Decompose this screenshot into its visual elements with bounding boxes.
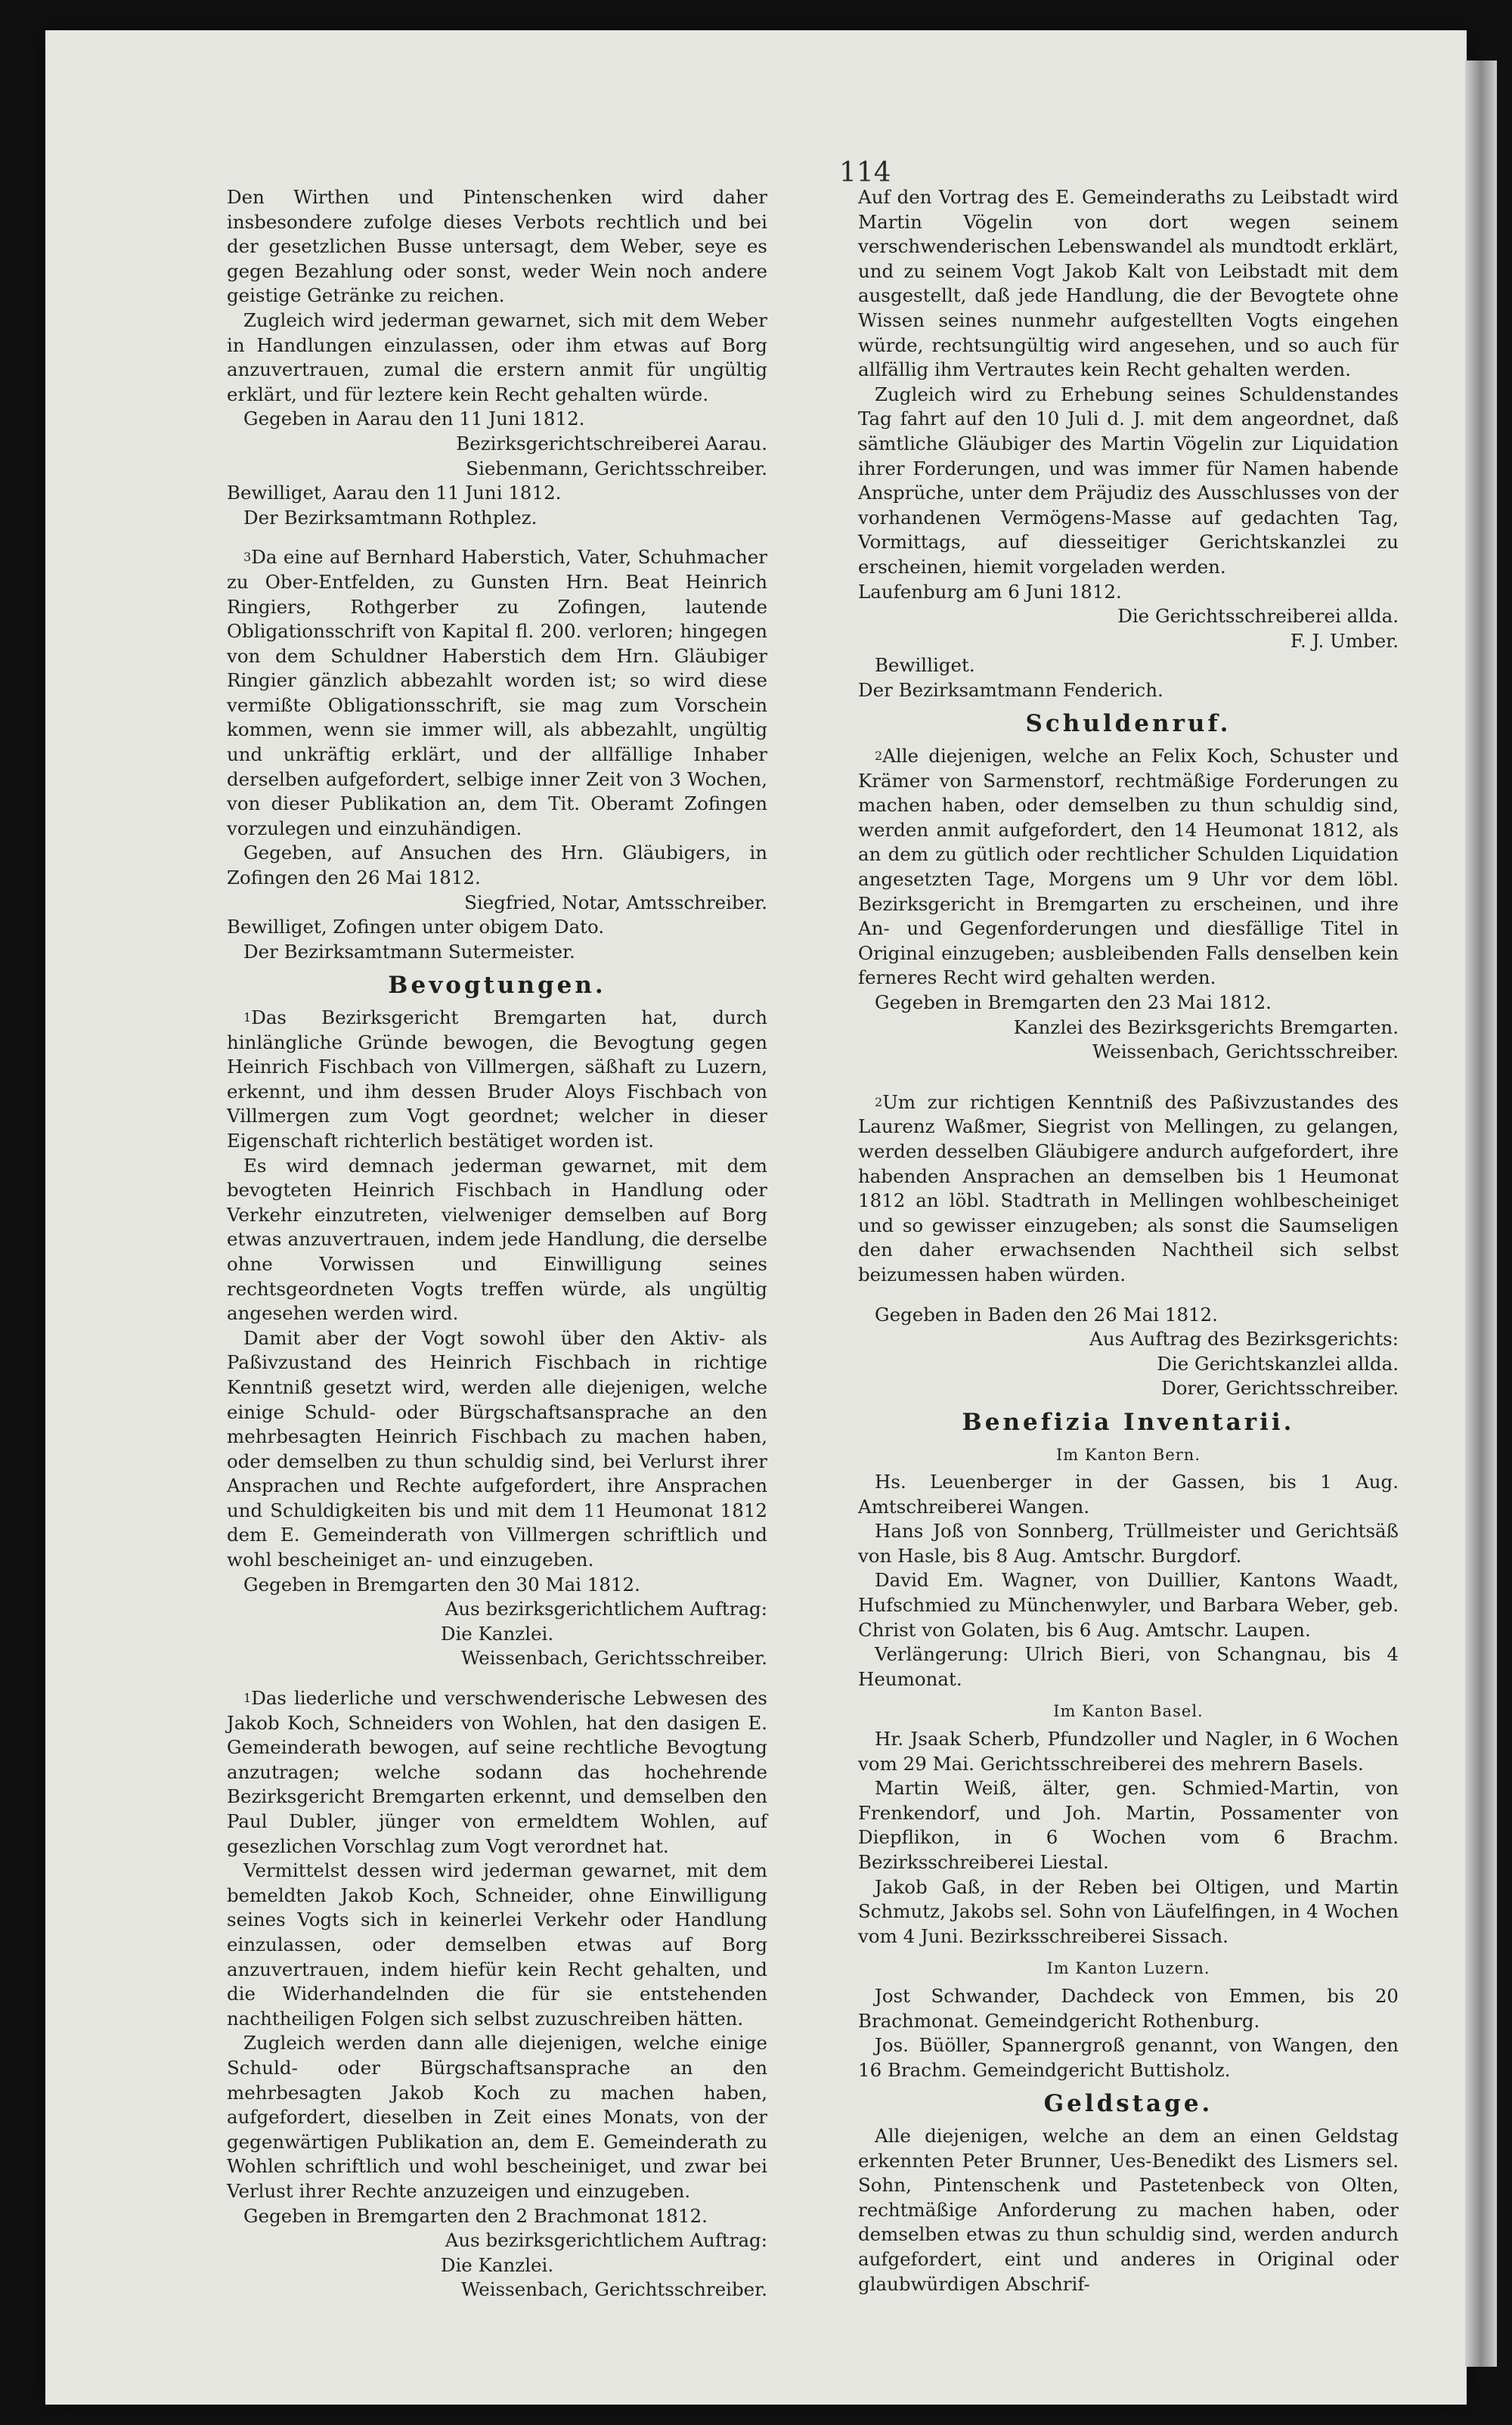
signature-line: Weissenbach, Gerichtsschreiber.	[1092, 1040, 1399, 1063]
notice-text: Da eine auf Bernhard Haberstich, Vater, Schuhmacher zu Ober-Entfelden, zu Gunsten Hrn. Beat Heinrich Ringiers, Rothgerber zu Zofingen, lautende Obligationsschrift von Kapital fl. 200. verloren; hingegen von dem Schuldner Haberstich dem Hrn. Gläubiger Ringier gänzlich abbezahlt worden ist; so wird diese vermißte Obligationsschrift, sie mag zum Vorschein kommen, wenn sie immer will, als abbezahlt, ungültig und unkräftig erklärt, und der allfällige Inhaber derselben aufgefordert, selbige inner Zeit von 3 Wochen, von dieser Publikation an, dem Tit. Oberamt Zofingen vorzulegen und einzuhändigen.	[227, 546, 767, 839]
list-item: Martin Weiß, älter, gen. Schmied-Martin, von Frenkendorf, und Joh. Martin, Possamenter von Diepflikon, in 6 Wochen vom 6 Brachm. Bezirksschreiberei Liestal.	[858, 1777, 1399, 1873]
paragraph: Alle diejenigen, welche an dem an einen Geldstag erkennten Peter Brunner, Ues-Benedikt des Lismers sel. Sohn, Pintenschenk und Pastetenbeck von Olten, rechtmäßige Anforderung zu machen haben, oder demselben etwas zu thun schuldig sind, werden andurch aufgefordert, eint und anderes in Original oder glaubwürdigen Abschrif-	[858, 2124, 1399, 2295]
notice-text: Alle diejenigen, welche an Felix Koch, Schuster und Krämer von Sarmenstorf, rechtmäßige Forderungen zu machen haben, oder demselben zu thun schuldig sind, werden anmit aufgefordert, den 14 Heumonat 1812, als an dem zu gütlich oder rechtlicher Schulden Liquidation angesetzten Tage, Morgens um 9 Uhr vor dem löbl. Bezirksgericht in Bremgarten zu erscheinen, und ihre An- und Gegenforderungen und diesfällige Titel in Original einzugeben; ausbleibenden Falls denselben kein ferneres Recht wird gehalten werden.	[858, 745, 1399, 989]
signature-line: Dorer, Gerichtsschreiber.	[1161, 1377, 1399, 1400]
list-item: Jos. Büöller, Spannergroß genannt, von Wangen, den 16 Brachm. Gemeindgericht Buttisholz.	[858, 2034, 1399, 2081]
section-heading-benefizia: Benefizia Inventarii.	[962, 1408, 1295, 1436]
notice-text: Um zur richtigen Kenntniß des Paßivzustandes des Laurenz Waßmer, Siegrist von Mellingen, zu gelangen, werden desselben Gläubigere andurch aufgefordert, ihre habenden Ansprachen an demselben bis 1 Heumonat 1812 an löbl. Stadtrath in Mellingen wohlbescheiniget und so gewisser einzugeben; als sonst die Saumseligen den daher erwachsenden Nachtheil sich selbst beizumessen haben würden.	[858, 1090, 1399, 1285]
paragraph: Auf den Vortrag des E. Gemeinderaths zu Leibstadt wird Martin Vögelin von dort wegen seinem verschwenderischen Lebenswandel als mundtodt erklärt, und zu seinem Vogt Jakob Kalt von Leibstadt mit dem ausgestellt, daß jede Handlung, die der Bevogtete ohne Wissen seines nunmehr aufgestellten Vogts eingehen würde, rechtsungültig wird angesehen, und so auch für allfällig ihm Vertrautes kein Recht gehalten werden.	[858, 186, 1399, 381]
signature-line: Kanzlei des Bezirksgerichts Bremgarten.	[1013, 1016, 1399, 1038]
signature-line: Aus bezirksgerichtlichem Auftrag:	[445, 1598, 767, 1620]
list-item: Jakob Gaß, in der Reben bei Oltigen, und Martin Schmutz, Jakobs sel. Sohn von Läufelfingen, in 4 Wochen vom 4 Juni. Bezirksschreiberei Sissach.	[858, 1875, 1399, 1947]
paragraph: Vermittelst dessen wird jederman gewarnet, mit dem bemeldten Jakob Koch, Schneider, ohne Einwilligung seines Vogts sich in keinerlei Verkehr oder Handlung einzulassen, oder demselben etwas auf Borg anzuvertrauen, indem hiefür kein Recht gehalten, und die Widerhandelnden die für sie entstehenden nachtheiligen Folgen sich selbst zuzuschreiben hätten.	[227, 1859, 767, 2030]
signature-line: Aus bezirksgerichtlichem Auftrag:	[445, 2229, 767, 2252]
notice-paragraph	[227, 545, 767, 841]
approval-line: Der Bezirksamtmann Rothplez.	[243, 506, 538, 529]
date-line: Gegeben in Baden den 26 Mai 1812.	[875, 1303, 1218, 1326]
page-edge-strip	[1465, 60, 1497, 2367]
notice-marker: 3	[243, 550, 252, 565]
subheading-kanton-luzern: Im Kanton Luzern.	[1046, 1959, 1210, 1978]
left-column	[227, 185, 767, 2303]
signature-line: Siebenmann, Gerichtsschreiber.	[466, 457, 767, 479]
date-line: Gegeben in Bremgarten den 30 Mai 1812.	[243, 1573, 640, 1595]
notice-marker: 1	[243, 1010, 252, 1025]
notice-marker: 2	[875, 749, 883, 764]
section-heading-geldstage: Geldstage.	[1043, 2090, 1213, 2118]
approval-line: Bewilliget, Aarau den 11 Juni 1812.	[227, 482, 562, 504]
list-item: Hs. Leuenberger in der Gassen, bis 1 Aug. Amtschreiberei Wangen.	[858, 1471, 1399, 1518]
date-line: Gegeben in Bremgarten den 23 Mai 1812.	[875, 991, 1272, 1013]
approval-line: Der Bezirksamtmann Fenderich.	[858, 678, 1163, 701]
notice-paragraph	[858, 744, 1399, 991]
list-item: Verlängerung: Ulrich Bieri, von Schangnau, bis 4 Heumonat.	[858, 1643, 1399, 1690]
signature-line: F. J. Umber.	[1290, 629, 1399, 652]
signature-line: Die Gerichtsschreiberei allda.	[1117, 605, 1399, 628]
date-line: Laufenburg am 6 Juni 1812.	[858, 580, 1122, 603]
approval-line: Bewilliget, Zofingen unter obigem Dato.	[227, 916, 605, 938]
right-column	[858, 185, 1399, 2296]
signature-line: Aus Auftrag des Bezirksgerichts:	[1089, 1328, 1399, 1350]
section-heading-schuldenruf: Schuldenruf.	[1025, 710, 1232, 738]
newspaper-page	[45, 30, 1467, 2405]
subheading-kanton-bern: Im Kanton Bern.	[1056, 1445, 1201, 1464]
signature-line: Bezirksgerichtschreiberei Aarau.	[456, 432, 767, 454]
date-line: Gegeben, auf Ansuchen des Hrn. Gläubigers, in Zofingen den 26 Mai 1812.	[227, 842, 767, 889]
page-number: 114	[839, 157, 891, 188]
signature-line: Weissenbach, Gerichtsschreiber.	[461, 1647, 767, 1670]
notice-marker: 1	[243, 1691, 252, 1706]
date-line: Gegeben in Aarau den 11 Juni 1812.	[243, 408, 585, 430]
date-line: Gegeben in Bremgarten den 2 Brachmonat 1812.	[243, 2204, 708, 2227]
list-item: Hans Joß von Sonnberg, Trüllmeister und Gerichtsäß von Hasle, bis 8 Aug. Amtschr. Burgdorf.	[858, 1520, 1399, 1567]
signature-line: Weissenbach, Gerichtsschreiber.	[461, 2278, 767, 2301]
paragraph: Zugleich werden dann alle diejenigen, welche einige Schuld- oder Bürgschaftsansprache an den mehrbesagten Jakob Koch zu machen haben, aufgefordert, dieselben in Zeit eines Monats, von der gegenwärtigen Publikation an, dem E. Gemeinderath zu Wohlen schriftlich und wohl bescheiniget, und zwar bei Verlust ihrer Rechte anzuzeigen und einzugeben.	[227, 2032, 767, 2202]
paragraph: Zugleich wird zu Erhebung seines Schuldenstandes Tag fahrt auf den 10 Juli d. J. mit dem angeordnet, daß sämtliche Gläubiger des Martin Vögelin zur Liquidation ihrer Forderungen, und was immer für Namen habende Ansprüche, unter dem Präjudiz des Ausschlusses von der vorhandenen Vermögens-Masse auf gedachten Tag, Vormittags, auf diesseitiger Gerichtskanzlei zu erscheinen, hiemit vorgeladen werden.	[858, 383, 1399, 578]
section-heading-bevogtungen: Bevogtungen.	[388, 972, 606, 1000]
notice-text: Das liederliche und verschwenderische Lebwesen des Jakob Koch, Schneiders von Wohlen, hat den dasigen E. Gemeinderath bewogen, auf seine rechtliche Bevogtung anzutragen; welche sodann das hochehrende Bezirksgericht Bremgarten erkennt, und demselben den Paul Dubler, jünger von ermeldtem Wohlen, auf gesezlichen Vorschlag zum Vogt verordnet hat.	[227, 1687, 767, 1857]
notice-paragraph	[227, 1686, 767, 1859]
paragraph: Es wird demnach jederman gewarnet, mit dem bevogteten Heinrich Fischbach in Handlung oder Verkehr einzutreten, vielweniger demselben auf Borg etwas anzuvertrauen, indem jede Handlung, die derselbe ohne Vorwissen und Einwilligung seines rechtsgeordneten Vogts treffen würde, als ungültig angesehen werden wird.	[227, 1154, 767, 1325]
subheading-kanton-basel: Im Kanton Basel.	[1053, 1702, 1204, 1721]
approval-line: Bewilliget.	[875, 654, 975, 677]
notice-paragraph	[858, 1090, 1399, 1288]
notice-marker: 2	[875, 1094, 883, 1109]
signature-line: Die Kanzlei.	[440, 2253, 554, 2276]
signature-line: Siegfried, Notar, Amtsschreiber.	[464, 891, 767, 913]
paragraph: Damit aber der Vogt sowohl über den Aktiv- als Paßivzustand des Heinrich Fischbach in richtige Kenntniß gesetzt wird, werden alle diejenigen, welche einige Schuld- oder Bürgschaftsansprache an den mehrbesagten Heinrich Fischbach zu machen haben, oder demselben zu thun schuldig sind, bei Verlurst ihrer Ansprachen und Rechte aufgefordert, ihre Ansprachen und Schuldigkeiten bis und mit dem 11 Heumonat 1812 dem E. Gemeinderath von Villmergen schriftlich und wohl bescheiniget an- und einzugeben.	[227, 1326, 767, 1571]
approval-line: Der Bezirksamtmann Sutermeister.	[243, 940, 575, 963]
paragraph: Zugleich wird jederman gewarnet, sich mit dem Weber in Handlungen einzulassen, oder ihm etwas auf Borg anzuvertrauen, zumal die erstern anmit für ungültig erklärt, und für leztere kein Recht gehalten würde.	[227, 309, 767, 405]
list-item: David Em. Wagner, von Duillier, Kantons Waadt, Hufschmied zu Münchenwyler, und Barbara Weber, geb. Christ von Golaten, bis 6 Aug. Amtschr. Laupen.	[858, 1569, 1399, 1641]
list-item: Hr. Jsaak Scherb, Pfundzoller und Nagler, in 6 Wochen vom 29 Mai. Gerichtsschreiberei des mehrern Basels.	[858, 1728, 1399, 1775]
list-item: Jost Schwander, Dachdeck von Emmen, bis 20 Brachmonat. Gemeindgericht Rothenburg.	[858, 1984, 1399, 2032]
notice-paragraph	[227, 1006, 767, 1154]
notice-text: Das Bezirksgericht Bremgarten hat, durch hinlängliche Gründe bewogen, die Bevogtung gegen Heinrich Fischbach von Villmergen, säßhaft zu Luzern, erkennt, und ihm dessen Bruder Aloys Fischbach von Villmergen zum Vogt geordnet; welcher in dieser Eigenschaft richterlich bestätiget worden ist.	[227, 1006, 767, 1152]
paragraph: Den Wirthen und Pintenschenken wird daher insbesondere zufolge dieses Verbots rechtlich und bei der gesetzlichen Busse untersagt, dem Weber, seye es gegen Bezahlung oder sonst, weder Wein noch andere geistige Getränke zu reichen.	[227, 186, 767, 307]
signature-line: Die Gerichtskanzlei allda.	[1157, 1352, 1399, 1375]
signature-line: Die Kanzlei.	[440, 1622, 554, 1645]
